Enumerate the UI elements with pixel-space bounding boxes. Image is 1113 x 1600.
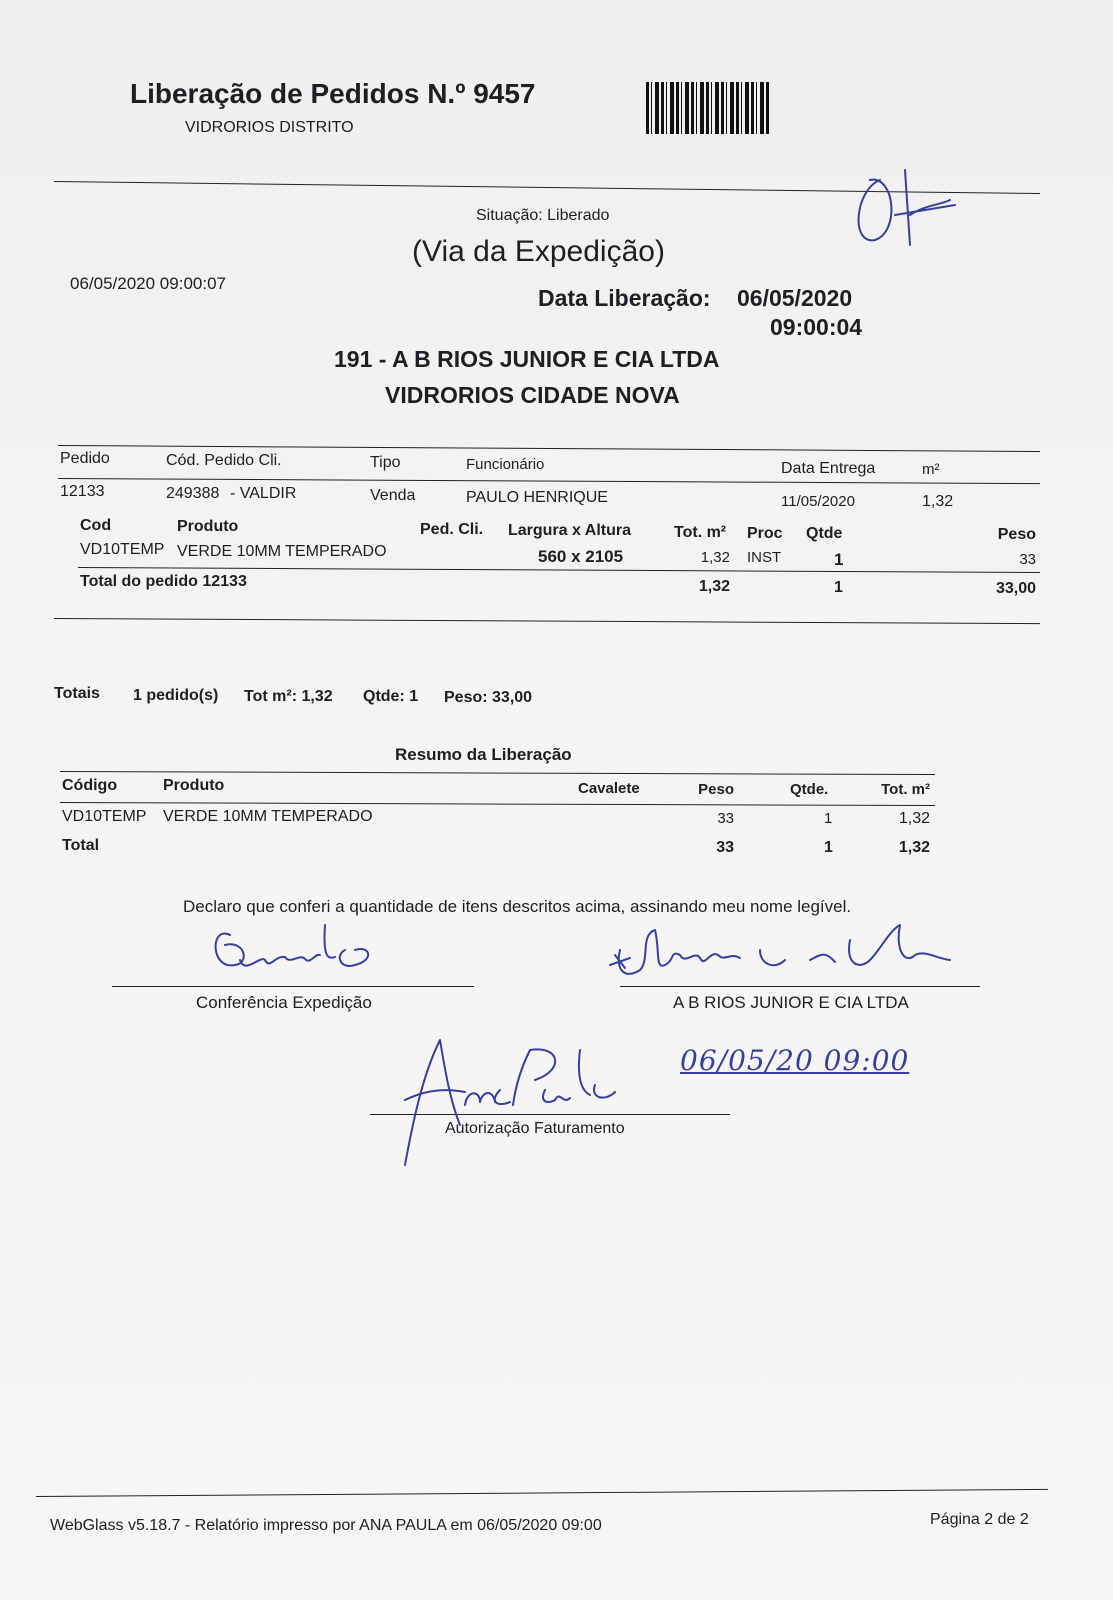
declaration-text: Declaro que conferi a quantidade de itens descritos acima, assinando meu nome legível. — [183, 897, 852, 916]
empresa-signature — [610, 920, 970, 1000]
document-title: Liberação de Pedidos N.º 9457 — [130, 78, 536, 109]
resumo-header-rule — [60, 802, 935, 806]
resumo-total-label: Total — [62, 837, 100, 854]
resumo-produto: VERDE 10MM TEMPERADO — [163, 808, 373, 825]
footer-rule — [36, 1489, 1048, 1497]
footer-report-info: WebGlass v5.18.7 - Relatório impresso por ANA PAULA em 06/05/2020 09:00 — [50, 1517, 602, 1534]
totals-qtde: Qtde: 1 — [363, 688, 419, 705]
header-pedido: Pedido — [60, 450, 110, 467]
header-funcionario: Funcionário — [466, 456, 545, 473]
resumo-total-qtde: 1 — [824, 839, 833, 856]
order-total-m2: 1,32 — [698, 578, 730, 595]
resumo-codigo: VD10TEMP — [62, 808, 147, 825]
totals-tot-m2: Tot m²: 1,32 — [244, 688, 333, 705]
order-header-rule — [58, 478, 1040, 484]
order-tipo: Venda — [370, 487, 416, 504]
order-total-label: Total do pedido 12133 — [80, 573, 247, 590]
barcode — [646, 82, 770, 134]
resumo-header-peso: Peso — [698, 781, 734, 798]
order-table-bottom-rule — [54, 618, 1040, 624]
order-funcionario: PAULO HENRIQUE — [466, 489, 608, 506]
autorizacao-label: Autorização Faturamento — [445, 1120, 625, 1137]
client-branch: VIDRORIOS CIDADE NOVA — [385, 382, 680, 408]
order-total-peso: 33,00 — [995, 580, 1036, 597]
totals-pedidos: 1 pedido(s) — [133, 687, 219, 704]
totals-label: Totais — [54, 685, 100, 702]
resumo-header-qtde: Qtde. — [790, 781, 829, 798]
header-tipo: Tipo — [370, 454, 401, 471]
resumo-header-produto: Produto — [163, 777, 225, 794]
item-header-proc: Proc — [747, 525, 783, 542]
data-liberacao-date: 06/05/2020 — [737, 285, 853, 311]
autorizacao-signature — [395, 1030, 655, 1170]
item-header-ped-cli: Ped. Cli. — [420, 521, 484, 538]
resumo-top-rule — [60, 771, 935, 775]
order-m2: 1,32 — [922, 493, 954, 510]
company-name: VIDRORIOS DISTRITO — [185, 119, 354, 136]
order-total-qtde: 1 — [834, 579, 843, 596]
item-tot-m2: 1,32 — [700, 549, 730, 566]
order-cod-pedido-cli: 249388 — [166, 485, 220, 502]
item-peso: 33 — [1019, 551, 1036, 568]
resumo-total-tot-m2: 1,32 — [898, 839, 930, 856]
resumo-header-tot-m2: Tot. m² — [881, 781, 930, 798]
totals-peso: Peso: 33,00 — [444, 689, 533, 706]
item-header-qtde: Qtde — [806, 525, 843, 542]
item-header-peso: Peso — [997, 526, 1036, 543]
item-cod: VD10TEMP — [80, 541, 165, 558]
resumo-tot-m2: 1,32 — [898, 810, 930, 827]
item-header-produto: Produto — [177, 518, 239, 535]
client-name: 191 - A B RIOS JUNIOR E CIA LTDA — [334, 346, 720, 372]
resumo-header-cavalete: Cavalete — [578, 780, 640, 797]
situacao-status: Situação: Liberado — [476, 207, 610, 224]
resumo-title: Resumo da Liberação — [395, 745, 572, 764]
handwritten-date: 06/05/20 09:00 — [680, 1044, 910, 1077]
resumo-total-peso: 33 — [716, 839, 734, 856]
order-pedido: 12133 — [60, 483, 105, 500]
data-liberacao-time: 09:00:04 — [770, 314, 863, 340]
resumo-qtde: 1 — [824, 810, 833, 827]
conferencia-label: Conferência Expedição — [196, 993, 372, 1012]
header-cod-pedido-cli: Cód. Pedido Cli. — [166, 452, 282, 469]
header-m2: m² — [922, 461, 940, 478]
item-qtde: 1 — [834, 550, 844, 569]
item-header-tot-m2: Tot. m² — [674, 524, 727, 541]
item-header-cod: Cod — [80, 517, 112, 534]
data-liberacao-label: Data Liberação: — [538, 285, 711, 311]
order-table-top-rule — [58, 445, 1040, 452]
empresa-label: A B RIOS JUNIOR E CIA LTDA — [673, 993, 909, 1012]
resumo-peso: 33 — [717, 810, 734, 827]
header-data-entrega: Data Entrega — [781, 460, 876, 477]
item-proc: INST — [747, 549, 782, 566]
footer-page-number: Página 2 de 2 — [930, 1511, 1029, 1528]
conferencia-signature — [205, 915, 395, 995]
via-label: (Via da Expedição) — [412, 235, 665, 268]
item-produto: VERDE 10MM TEMPERADO — [177, 543, 387, 560]
item-largura-altura: 560 x 2105 — [538, 547, 624, 566]
order-cliente: - VALDIR — [230, 485, 297, 502]
item-header-largura-altura: Largura x Altura — [508, 522, 631, 539]
print-timestamp: 06/05/2020 09:00:07 — [70, 274, 226, 293]
ok-mark-handwriting — [850, 160, 960, 260]
resumo-header-codigo: Código — [62, 777, 118, 794]
order-data-entrega: 11/05/2020 — [781, 493, 855, 510]
